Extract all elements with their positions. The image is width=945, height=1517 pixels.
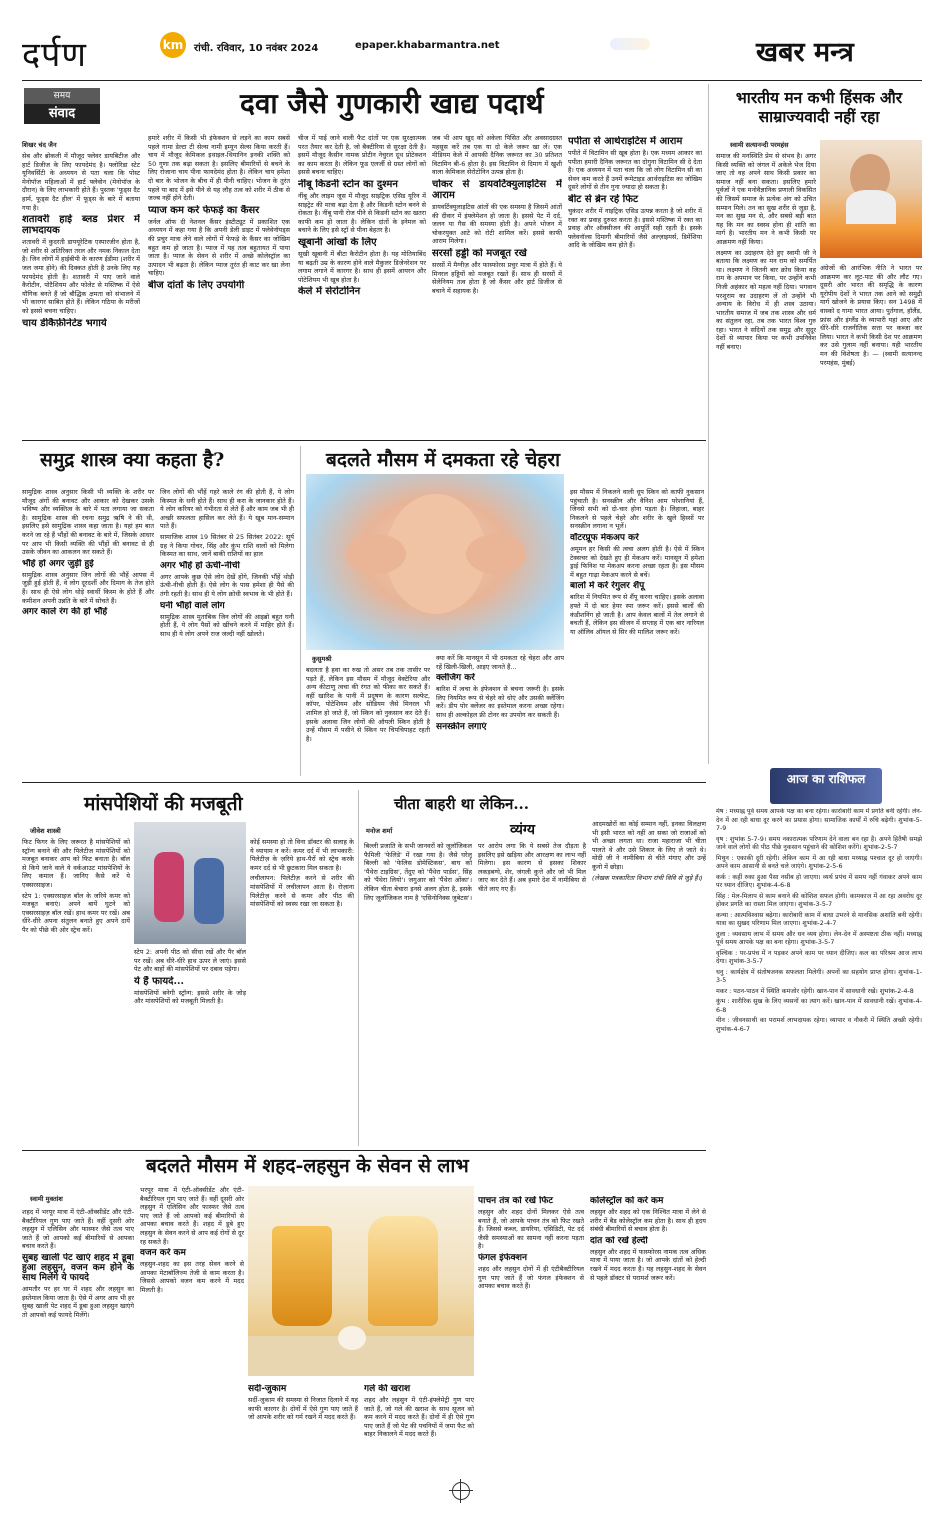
a2-col2 — [820, 264, 922, 760]
a5-subhead: ये हैं फायदे... — [134, 975, 184, 987]
article6-subtitle: व्यंग्य — [510, 822, 535, 838]
a7-col2 — [140, 1186, 244, 1478]
a6-para: पर आरोप लगा कि ये सबसे तेज दौड़ता है इसलिए इसे खड़िया और आरक्षण का लाभ नहीं मिलेगा। इस कारण से इसका शिकार लकड़बग्घे, शेर, जंगली कुत्ते और जो भी मिल जाए कर देते हैं। अब हमारे देश में नामीबिया से चीते लाए गए हैं। — [478, 842, 586, 893]
article1-byline: शिखर चंद जैन — [22, 141, 57, 149]
section-tag-top: समय — [24, 88, 100, 104]
article3-title: समुद्र शास्त्र क्या कहता है? — [40, 449, 225, 471]
a7-subhead: फंगल इंफेक्शन — [478, 1252, 527, 1263]
epaper-url[interactable]: epaper.khabarmantra.net — [355, 40, 500, 51]
a1-subhead: नींबू किडनी स्टोन का दुश्मन — [298, 178, 398, 190]
registration-mark-icon — [452, 1482, 470, 1500]
a2-para: लक्ष्मण का उदाहरण देते हुए स्वामी जी ने बताया कि लक्ष्मण का मन राम को समर्पित था। लक्ष्मण ने जितनी बार क्रोध किया वह राम के अपमान पर किया, पर उन्होंने कभी निजी अहंकार को महत्व नहीं दिया। भगवान परशुराम का उदाहरण लें तो उन्होंने भी अन्याय के विरोध में ही शस्त्र उठाया। भारतीय समाज में जब तक शास्त्र और धर्म का संतुलन रहा, तब तक भारत विश्व गुरु रहा। भारत ने सदियों तक समुद्र और सुदूर देशों से व्यापार किया पर कभी उपनिवेश नहीं बनाए। — [716, 248, 816, 352]
a6-para: आदमखोरों का कोई सम्मान नहीं, इनका विलक्षण भी इसी भारत को नहीं आ सका जो राजाओं को भी अच्छा लगता था। राजा महाराजा भी चीता पालते थे और उसे शिकार के लिए ले जाते थे। मोदी जी ने नामीबिया से चीते मंगाए और उन्हें कूनो में छोड़ा। — [592, 820, 706, 871]
a4-subhead: सनस्क्रीन लगाएं — [436, 721, 487, 732]
a7-subhead: दांत को रखें हेल्दी — [590, 1235, 648, 1246]
section-title: दर्पण — [22, 35, 87, 75]
col-divider — [358, 790, 359, 1146]
a7-para: लहसुन और शहद को एक निश्चित मात्रा में लेने से शरीर में बैड कोलेस्ट्रॉल कम होता है। साथ ही हृदय संबंधी बीमारियों से बचाव होता है। — [590, 1208, 706, 1234]
a1-para: पपीते में विटामिन सी खूब होता है। एक मध्यम आकार का पपीता हमारी दैनिक जरूरत का दोगुना विटामिन सी दे देता है। एक अध्ययन में पता चला कि जो लोग विटामिन सी का सेवन कम करते हैं उनमें रूमेटाइड आर्थराइटिस का जोखिम दूसरे लोगों से तीन गुना ज्यादा हो सकता है। — [568, 149, 702, 192]
a4-para: बारिश में नियमित रूप से शैंपू करना चाहिए। इसके अलावा हफ्ते में दो बार हेयर स्पा जरूर करें। इससे बालों की कंडीशनिंग हो जाती है। आप केवल बालों में तेल लगाने से बचती हैं, लेकिन इस सीजन में सप्ताह में एक बार नारियल या ऑलिव ऑयल से सिर की मालिश जरूर करें। — [570, 593, 704, 636]
a1-subhead: केले में सेरोटोनिन — [298, 286, 361, 298]
brand-name: खबर मन्त्र — [756, 37, 854, 68]
horoscope-item: मकर : पठन-पाठन में स्थिति कमजोर रहेगी। खान-पान में सावधानी रखें। शुभांक-2-4-8 — [716, 987, 914, 995]
a1-subhead: बीट से ब्रेन रहे फिट — [568, 193, 639, 205]
article4-credit: कुसुमश्री — [312, 655, 332, 663]
a4-subhead: क्लेंजिंग करें — [436, 673, 475, 684]
a7-para: लहसुन और शहद में फास्फोरस नामक तत्व अधिक मात्रा में पाया जाता है। जो आपके दांतों को हेल्दी रखने में मदद करता है। यह लहसुन-शहद के सेवन से पहले डॉक्टर से परामर्श जरूर करें। — [590, 1247, 706, 1282]
a1-para: सेब और ब्रोकली में मौजूद फ्लेवर डायबिटीज और हार्ट डिजीज के लिए फायदेमंद है। फ्लोरिडा स्टेट यूनिवर्सिटी के अध्ययन से पता चला कि पोस्ट मेनोपॉज महिलाओं में हार्ट फ्लेवोन (मेनोपॉज के दौरान) के लिए लाभकारी होते हैं। पुस्तक 'फूड्स दैट हार्म, फूड्स दैट हील' में फूड्स के बारे में बताया गया है। — [22, 152, 140, 212]
section-rule — [22, 1150, 706, 1151]
a1-para: जर्नल ऑफ दी नेशनल कैंसर इंस्टीट्यूट में प्रकाशित एक अध्ययन में कहा गया है कि अपनी डेली डाइट में फ्लेवेनॉयड्स की प्रचुर मात्रा लेने वाले लोगों में फेफड़े के कैंसर का जोखिम बहुत कम हो जाता है। प्याज में यह तत्व बहुतायत में पाया जाता है। प्याज के सेवन से शरीर में अच्छे कोलेस्ट्रॉल का उत्पादन भी बढ़ता है। लेकिन प्याज तुरंत ही काट कर खा लेना चाहिए। — [148, 217, 290, 278]
a7-subhead: सर्दी-जुकाम — [248, 1384, 287, 1394]
a4-para: बारिश में त्वचा के इंफेक्शन से बचना जरूरी है। इसके लिए नियमित रूप से चेहरे को धोएं और उसकी क्लेंजिंग करें। डीप पोर क्लेंजर का इस्तेमाल करना अच्छा रहेगा। साथ ही अल्कोहल फ्री टोनर का उपयोग कर सकती हैं। — [436, 685, 564, 719]
a1-col3 — [298, 134, 426, 432]
swami-photo — [820, 140, 922, 258]
honey-garlic-photo — [248, 1186, 474, 1376]
a3-para: सामुद्रिक शास्त्र अनुसार किसी भी व्यक्ति के शरीर पर मौजूद अंगों की बनावट और आकार को देखकर उसके भविष्य और व्यक्तित्व के बारे में पता लगाया जा सकता है। सामुद्रिक शास्त्र की रचना समुद्र ऋषि ने की थी, इसलिए इसे सामुद्रिक शास्त्र कहा जाता है। यहां हम बात करने जा रहे हैं भौंहों की बनावट के बारे में, जिसके आधार पर आप भी किसी व्यक्ति की भौंहों की बनावट से ही उसके जीवन का आकलन कर सकते हैं। — [22, 488, 154, 557]
a1-col1 — [22, 152, 140, 444]
a7-para: शहद और लहसुन में एंटी-इंफ्लेमेट्री गुण पाए जाते हैं, जो गले की खराश के साथ सूजन को कम करने में मदद करते हैं। दोनों में ही ऐसे गुण पाए जाते हैं जो पेट की पचनियों में जमा फैट को बाहर निकालने में मदद करते हैं। — [364, 1396, 474, 1439]
a1-para: शतावरी में कुदरती डाययूरेटिक एस्पारजीन होता है, जो शरीर से अतिरिक्त तरल और नमक निकाल देता है। जिन लोगों में हाईबीपी के कारण ईडीमा (शरीर में जल जमा होने) की दिक्कत होती है उनके लिए यह फायदेमंद होती है। शतावरी में पाए जाने वाले कैरोटीन, पोटैशियम और फोलेट से मस्तिष्क में ऐसे यौगिक बनते हैं जो बौद्धिक क्षमता को संभालने में भी कारगर साबित होते हैं। लेकिन गठिया के मरीजों को इससे बचना चाहिए। — [22, 238, 140, 315]
a4-para: अमूमन हर किसी की त्वचा अलग होती है। ऐसे में स्किन टेक्सचर को देखते हुए ही मेकअप करें। मानसून में हमेशा ड्राई फिनिश या मेकअप करना अच्छा रहता है। इस मौसम में बहुत गाढ़ा मेकअप करने से बचें। — [570, 544, 704, 579]
a6-para: बिल्ली प्रजाति के सभी जानवरों को जूलॉजिकल फैमिली 'फेलिडे' में रखा गया है। जैसे घरेलू बिल्ली को 'फेलिस डोमेस्टिकस', बाघ को 'पैंथेरा टाइग्रिस', तेंदुए को 'पैंथेरा पार्डस', सिंह को 'पैंथेरा लियो'। जगुआर को 'पैंथेरा ओंका'। लेकिन चीता बेचारा इनसे अलग होता है, इसके लिए जूलॉजिकल नाम है 'एसिनोनिक्स जुबेटस'। — [364, 842, 472, 902]
a5-para: फिट फिगर के लिए जरूरत है मांसपेशियों को स्ट्रॉन्ग बनाने की और पिलेटीज मांसपेशियों को मजबूत बनाकर आप को फिट बनाता है। बॉल से किये जाने वाले ये वर्कआउट मांसपेशियों के लिए कमाल हैं। जानिए कैसे करें ये एक्सरसाइज। — [22, 838, 130, 889]
a3-para: सामुद्रिक शास्त्र अनुसार जिन लोगों की भौहें आपस में जुड़ी हुई होती हैं, वे लोग दूरदर्शी और दिमाग के तेज होते हैं। साथ ही ऐसे लोग थोड़े स्वार्थी किस्म के होते हैं और कमीशन अपनी उन्नति के बारे में सोचते हैं। — [22, 570, 154, 605]
a7-subhead: सुबह खाली पेट खाएं शहद में डूबा हुआ लहसुन, वजन कम होने के साथ मिलेंगे ये फायदे — [22, 1252, 134, 1283]
a1-para: सरसों में मैग्नीज़ और फास्फोरस प्रचुर मात्रा में होते हैं। ये मिनरल हड्डियों को मजबूत रखते हैं। साथ ही सरसों में सेलेनियम तत्व होता है जो कैंसर और हार्ट डिजीज से बचाने में सहायक है। — [432, 260, 562, 295]
a5-para: स्टेप 2: अपनी पीठ को सीधा रखें और पैर बॉल पर रखें। अब धीरे-धीरे हाथ ऊपर ले जाएं। इससे पेट और बाहों की मांसपेशियों पर दबाव पड़ेगा। — [134, 948, 246, 974]
a4-subhead: वॉटरप्रूफ मेकअप करें — [570, 532, 639, 543]
a5-para: लचीलापन: पिलेटीज़ करने से शरीर की मांसपेशियों में लचीलापन आता है। रोज़ाना पिलेटीज़ करने से कमर और पीठ की मांसपेशियों को स्वस्थ रखा जा सकता है। — [250, 874, 354, 909]
a4-col2 — [436, 654, 564, 778]
a6-note: (लेखक पत्रकारिता विभाग रांची विवि से जुड़े हैं।) — [592, 873, 703, 882]
a3-col1 — [22, 488, 154, 778]
a1-subhead: चोकर से डायवर्टिक्युलाइटिस में आराम — [432, 178, 562, 201]
a1-para: चुकंदर शरीर में नाइट्रिक एसिड उत्पन्न करता है जो शरीर में रक्त का प्रवाह दुरुस्त करता है। इससे मस्तिष्क में रक्त का प्रवाह और ऑक्सीजन की आपूर्ति सही रहती है। इसके फ्लेवनॉल्स दिमागी बीमारियों जैसे अल्ज़ाइमर्स, डिमेंशिया आदि के जोखिम कम होते हैं। — [568, 206, 702, 250]
article2-byline: स्वामी सत्यानन्दी परमहंस — [730, 141, 789, 149]
a5-para: मांसपेशियों बनेगी स्ट्रॉन्ग: इससे शरीर के जोड़ और मांसपेशियों को मजबूती मिलती है। — [134, 988, 246, 1006]
a1-para: नींबू और लाइम जूस में मौजूद साइट्रिक एसिड यूरिन में साइट्रेट की मात्रा बढ़ा देता है और किडनी स्टोन बनने से रोकता है। नींबू पानी रोज पीने से किडनी स्टोन का खतरा काफी कम हो जाता है। लेकिन दांतों के इनेमल को बचाने के लिए इसे स्ट्रॉ से पीना बेहतर है। — [298, 191, 426, 235]
a3-para: जिन लोगों की भौंहें गहरे काले रंग की होती हैं, ये लोग किस्मत के धनी होते हैं। साथ ही करा के जानकार होते हैं। ये लोग करियर को गंभीरता से लेते हैं और काम जब भी ही अच्छी सफलता हासिल कर लेते हैं। ये खूब मान-सम्मान पाते हैं। — [160, 488, 294, 531]
article2-title: भारतीय मन कभी हिंसक और साम्राज्यवादी नहीं रहा — [735, 88, 903, 126]
a5-col2 — [134, 948, 246, 1144]
article5-byline: जीवेश शास्त्री — [30, 827, 61, 835]
header-deco — [610, 38, 650, 50]
horoscope-item: वृष : शुभांक 5-7-9। समय नकारात्मक परिणाम देने वाला बन रहा है। अपने हितैषी समझे जाने वाले लोगों की पीठ पीछे नुकसान पहुंचाने की कोशिश करेंगे। शुभांक-2-5-7 — [716, 835, 922, 851]
a1-subhead: बीज दांतों के लिए उपयोगी — [148, 279, 245, 291]
col-divider — [300, 446, 301, 776]
a4-col1 — [306, 666, 430, 778]
a4-para: बदलता है हवा का रुख तो असर तब तक तासीर पर पड़ते हैं, लेकिन इस मौसम में मौजूद वेक्टेरिया और अन्य कीटाणु त्वचा की रंगत को फीका कर सकते हैं। वहीं खारिश के पानी में प्रदूषण के कारण सल्फेट, कॉपर, पोटेशियम और सोडियम जैसे मिनरल भी शामिल हो जाते हैं, जो स्किन को नुकसान कर देते हैं। इसके अलावा जिन लोगों की ऑयली स्किन होती है उन्हें मौसम में पसीने से स्किन पर चिपचिपाहट रहती है। — [306, 666, 430, 743]
a7-subhead: पाचन तंत्र को रखें फिट — [478, 1196, 553, 1206]
face-wash-photo — [306, 474, 564, 650]
a1-para: सूखी खूबानी में बीटा कैरोटीन होता है। यह मोतियाबिंद या बढ़ती उम्र के कारण होने वाले मैकुलर डिजेनरेशन पर लगाम लगाने में कारगर है। साथ ही इसमें आयरन और पोटेशियम भी खूब होता है। — [298, 249, 426, 284]
horoscope-item: सिंह : मेल-मिलाप से काम बनाने की कोशिश सफल होगी। कामकाज में आ रहा अवरोध दूर होकर प्रगति का रास्ता मिल जाएगा। शुभांक-3-5-7 — [716, 892, 922, 908]
a3-para: अगर आपके कुछ ऐसे लोग देखें होंगे, जिनकी भौंहें थोड़ी ऊंची-नीची होती हैं। ऐसे लोग के पास हमेशा ही पैसे की तंगी रहती है। साथ ही ये लोग क्रोधी स्वभाव के भी होते हैं। — [160, 572, 294, 598]
article1-title: दवा जैसे गुणकारी खाद्य पदार्थ — [240, 87, 544, 120]
a1-para: हमारे शरीर में किसी भी इंफेक्शन से लड़ने का काम सबसे पहले गामा डेल्टा टी सेल्स नामी इम्यून सेल्स किया करती हैं। चाय में मौजूद केमिकल इथाइल-थियानिन इनकी शक्ति को 50 गुणा तक बढ़ा सकता है। इसलिए बीमारियों से बचने के लिए रोजाना चाय पीना फायदेमंद होता है। लेकिन चाय हमेशा दो बार के भोजन के बीच में ही पीनी चाहिए। भोजन के तुरंत पहले या बाद में इसे पीने से यह लौह तत्व को शरीर में ठीक से जज्ब नहीं होने देती। — [148, 134, 290, 203]
a7-col6 — [590, 1194, 706, 1478]
header-rule — [22, 80, 922, 81]
a1-para: चीज में पाई जाने वाली फैट दांतों पर एक सुरक्षात्मक परत तैयार कर देती है, जो बैक्टीरिया से सुरक्षा देती है। इसमें मौजूद कैसीन नामक प्रोटीन नेचुरल दूथ प्रोटेक्शन का काम करता है। लेकिन फूड एलर्जी से ग्रस्त लोगों को इससे बचना चाहिए। — [298, 134, 426, 177]
a6-col1 — [364, 842, 472, 1144]
col-divider — [708, 84, 709, 764]
a4-subhead: बालों में करें रेगुलर शैंपू — [570, 581, 645, 592]
a4-para: इस मौसम में निकलने वाली धूप स्किन को काफी नुकसान पहुंचाती है। सनस्क्रीन और वैनिश आम परेशानियां हैं, जिनसे सभी को दो-चार होना पड़ता है। लिहाजा, बाहर निकलने से पहले चेहरे और शरीर के खुले हिस्सों पर सनस्क्रीन लगाना न भूलें। — [570, 488, 704, 531]
a5-col3 — [250, 838, 354, 1144]
a1-subhead: प्याज कम करे फेफड़े का कैंसर — [148, 204, 260, 216]
a7-col1 — [22, 1208, 134, 1478]
a3-para: सामाजिक शास्त्र 19 सितंबर से 25 सितंबर 2022: सूर्य ग्रह ने किया गोचर, सिंह और कुंभ राशि वालों को मिलेगा किस्मत का साथ, जानें बाकी राशियों का हाल — [160, 532, 294, 559]
article5-title: मांसपेशियों की मजबूती — [84, 793, 243, 815]
article6-byline: मनोज शर्मा — [366, 827, 393, 835]
a7-col4 — [364, 1382, 474, 1478]
a7-col3 — [248, 1382, 358, 1478]
a7-para: शहद और लहसुन दोनों में ही एंटीबैक्टीरियल गुण पाए जाते हैं जो फंगल इंफेक्शन से आपका बचाव करते हैं। — [478, 1264, 584, 1291]
a3-subhead: अगर काले रंग की हों भौंहें — [22, 607, 108, 618]
city-date: रांची. रविवार, 10 नवंबर 2024 — [194, 43, 319, 54]
a3-subhead: भौंहें हों अगर जुड़ी हुई — [22, 558, 94, 569]
section-rule — [22, 440, 706, 441]
a4-para: क्या करें कि मानसून में भी दमकता रहे चेहरा और आप रहें खिली-खिली, आइए जानते हैं... — [436, 654, 564, 671]
horoscope-item: मीन : जीवनसाथी का परामर्श लाभदायक रहेगा। व्यापार व नौकरी में स्थिति अच्छी रहेगी। शुभांक-4-6-7 — [716, 1017, 922, 1033]
a1-para: जब भी आप खुद को अकेला पिसित और अवसादग्रस्त महसूस करें तब एक या दो केले जरूर खा लें। एक मीडियम केले में आपकी दैनिक जरूरत का 30 प्रतिशत विटामिन बी-6 होता है। इस विटामिन से दिमाग में खुशी वाला केमिकल सेरोटोनिन उत्पन्न होता है। — [432, 134, 562, 177]
a4-col3 — [570, 488, 704, 778]
a6-col2 — [478, 842, 586, 1144]
article7-byline: स्वामी मुक्तांश — [30, 1195, 63, 1203]
a1-subhead: चाय डीकैफ़ीनेटेड भगाये — [22, 317, 107, 329]
a7-subhead: गले की खराश — [364, 1384, 411, 1394]
a7-para: भरपूर मात्रा में एंटी-ऑक्सीडेंट और एंटी-बैक्टीरियल गुण पाए जाते हैं। वहीं दूसरी ओर लहसुन में एलिसिन और फास्फर जैसे तत्व पाए जाते हैं जो आपको कई बीमारियों से आपका बचाव करते हैं। शहद में डूबे हुए लहसुन के सेवन करने से आप कई रोगों से दूर रह सकते हैं। — [140, 1186, 244, 1246]
section-tag-bottom: संवाद — [24, 104, 100, 124]
a1-col2 — [148, 134, 290, 426]
horoscope-list — [716, 808, 922, 1460]
a2-para: अंग्रेजों की आरंभिक नीति ने भारत पर आक्रमण कर लूट-पाट की और लौट गए। दूसरी ओर भारत की समृद्धि के कारण यूरोपीय देशों ने भारत तक आने को समुद्री मार्ग खोजने के प्रयास किए। सन 1498 में वास्को द गामा भारत आया। पुर्तगाल, हॉलैंड, फ्रांस और इंग्लैंड के व्यापारी यहां आए और धीरे-धीरे राजनीतिक सत्ता पर कब्जा कर लिया। भारत ने कभी किसी देश पर आक्रमण कर उसे गुलाम नहीं बनाया। यही भारतीय मन की विशेषता है। — (स्वामी सत्यानन्द परमहंस, मुंबई) — [820, 264, 922, 367]
fitness-photo — [134, 822, 246, 944]
a7-para: लहसुन और शहद दोनों मिलकर ऐसे तत्व बनाते हैं, जो आपके पाचन तंत्र को फिट रखते हैं। जिससे कब्ज, डायरिया, एसिडिटी, पेट दर्द जैसी समस्याओं का सामना नहीं करना पड़ता है। — [478, 1208, 584, 1251]
a2-col1 — [716, 152, 816, 760]
a3-subhead: अगर भौंहें हों ऊंची-नीची — [160, 560, 240, 571]
horoscope-item: वृश्चिक : पर-प्रपंच में न पड़कर अपने काम पर ध्यान दीजिए। कल का परिश्रम आज लाभ देगा। शुभांक-3-5-7 — [716, 949, 922, 965]
a1-subhead: खूबानी आंखों के लिए — [298, 236, 377, 248]
a3-subhead: घनी भौंहों वाले लोग — [160, 600, 225, 611]
a7-para: आमतौर पर हर घर में शहद और लहसुन का इस्तेमाल किया जाता है। ऐसे में अगर आप भी हर सुबह खाली पेट शहद में डूबा हुआ लहसुन खाएंगे तो आपको कई फायदे मिलेंगे। — [22, 1284, 134, 1319]
horoscope-item: मेष : मध्याह्न पूर्व समय आपके पक्ष का बना रहेगा। कारोबारी काम में प्रगति बनी रहेगी। लेन-देन में आ रही बाधा दूर करने का प्रयास होगा। सामाजिक कार्यों में रुचि बढ़ेगी। शुभांक-5-7-9 — [716, 808, 922, 832]
a5-para: कोई समस्या हो तो विना डॉक्टर की सलाह के ये व्यायाम न करें। कमर दर्द में भी लाभकारी: पिलेटीज़ के ज़रिये हाथ-पैरों को स्ट्रेच करके कमर दर्द से भी छुटकारा मिल सकता है। — [250, 838, 354, 872]
a1-col5 — [568, 134, 702, 432]
a7-subhead: कोलेस्ट्रॉल को करे कम — [590, 1196, 664, 1206]
a3-col2 — [160, 488, 294, 778]
section-rule — [22, 782, 706, 783]
a1-para: डायवर्टिक्युलाइटिस आंतों की एक समस्या है जिसमें आंतों की दीवार में इंफ्लेमेशन हो जाता है। इससे पेट में दर्द, जलन या गैस की समस्या होती है। अपने भोजन में चोकरयुक्त आटे को रोटी शामिल करें। इससे काफी आराम मिलेगा। — [432, 202, 562, 246]
horoscope-item: कर्क : कहीं रुका हुआ पैसा नसीब हो जाएगा। व्यर्थ प्रपंच में समय नहीं गंवाकर अपने काम पर ध्यान दीजिए। शुभांक-4-6-8 — [716, 873, 922, 889]
horoscope-item: तुला : व्यवसाय लाभ में समय और धन व्यय होगा। लेन-देन में अस्पष्टता ठीक नहीं। मध्याह्न पूर्व समय आपके पक्ष का बना रहेगा। शुभांक-3-5-7 — [716, 930, 922, 946]
horoscope-item: कुंभ : शारीरिक सुख के लिए व्यसनों का त्याग करें। खान-पान में सावधानी रखें। शुभांक-4-6-8 — [716, 998, 922, 1014]
horoscope-item: धनु : कार्यक्षेत्र में संतोषजनक सफलता मिलेगी। अपनों का सहयोग प्राप्त होगा। शुभांक-1-3-5 — [716, 968, 922, 984]
horoscope-title: आज का राशिफल — [786, 772, 866, 786]
horoscope-item: कन्या : आत्मविश्वास बढ़ेगा। कारोबारी काम में बाधा उभरने से मानसिक अशांति बनी रहेगी। यात्रा का सुखद परिणाम मिल जाएगा। शुभांक-2-4-7 — [716, 911, 922, 927]
a7-para: सर्दी-जुकाम की समस्या से निजात दिलाने में यह काफी कारगर है। दोनों में ऐसे गुण पाए जाते हैं जो आपके शरीर को गर्म रखने में मदद करते हैं। — [248, 1396, 358, 1422]
paper-logo: km — [160, 32, 186, 58]
article6-title: चीता बाहरी था लेकिन... — [394, 795, 529, 813]
article7-title: बदलते मौसम में शहद-लहसुन के सेवन से लाभ — [146, 1155, 469, 1177]
article4-title: बदलते मौसम में दमकता रहे चेहरा — [326, 449, 561, 471]
a1-col4 — [432, 134, 562, 432]
a7-para: शहद में भरपूर मात्रा में एंटी-ऑक्सीडेंट और एंटी-बैक्टीरियल गुण पाए जाते हैं। वहीं दूसरी ओर लहसुन में एलिसिन और फास्फर जैसे तत्व पाए जाते हैं जो आपको कई बीमारियों से आपका बचाव करते हैं। — [22, 1208, 134, 1251]
a3-para: सामुद्रिक शास्त्र मुताबिक जिन लोगों की आइब्रो बहुत घनी होती हैं, ये लोग पैसों को खींचने करने में माहिर होते हैं। साथ ही ये लोग अपने राज जल्दी नहीं खोलते। — [160, 612, 294, 638]
a7-subhead: वजन करे कम — [140, 1248, 186, 1259]
a5-para: स्टेप 1: एक्सरसाइज बॉल के जरिये कमर को मजबूत बनाएं। अपने बायें घुटने को एक्सरसाइज़ बॉल रखें। हाथ कमर पर रखें। अब धीरे-धीरे अपना संतुलन बनाते हुए अपने दायें पैर को पीछे की ओर स्ट्रेच करें। — [22, 891, 130, 934]
a1-subhead: शतावरी हाई ब्लड प्रेशर में लाभदायक — [22, 214, 140, 237]
a1-subhead: पपीता से आर्थराइटिस में आराम — [568, 136, 683, 147]
a5-col1 — [22, 838, 130, 1144]
a1-subhead: सरसों हड्डी को मजबूत रखे — [432, 247, 527, 259]
a7-col5 — [478, 1194, 584, 1478]
horoscope-item: मिथुन : एकाकी दूरी रहेगी। लेकिन काम में आ रही बाधा मध्याह्न पश्चात दूर हो जाएगी। अपने काम आसानी से बनते चले जाएंगे। शुभांक-2-5-6 — [716, 854, 922, 870]
a2-para: समाज की मनस्थिति प्रेम से संभव है। अगर किसी व्यक्ति को जंगल में अकेले भेज दिया जाए तो वह अपने साथ किसी प्रकार का समाज नहीं बना सकता। इसलिए हमारे पूर्वजों ने एक मनोवैज्ञानिक प्रणाली विकसित की जिसमें समाज के प्रत्येक अंग को उचित सम्मान मिले। तन का सुख शरीर से जुड़ा है, मन का सुख मन से, और सबसे बड़ी बात यह कि मन का स्वस्थ होना ही शांति का मार्ग है। भारतीय मन ने कभी किसी पर आक्रमण नहीं किया। — [716, 152, 816, 246]
a6-col3 — [592, 820, 706, 1144]
a7-para: लहसुन-शहद का इस तरह सेवन करने से आपका मेटाबॉलिज्म तेजी से काम करता है। जिससे आपको वजन कम करने में मदद मिलती है। — [140, 1260, 244, 1294]
